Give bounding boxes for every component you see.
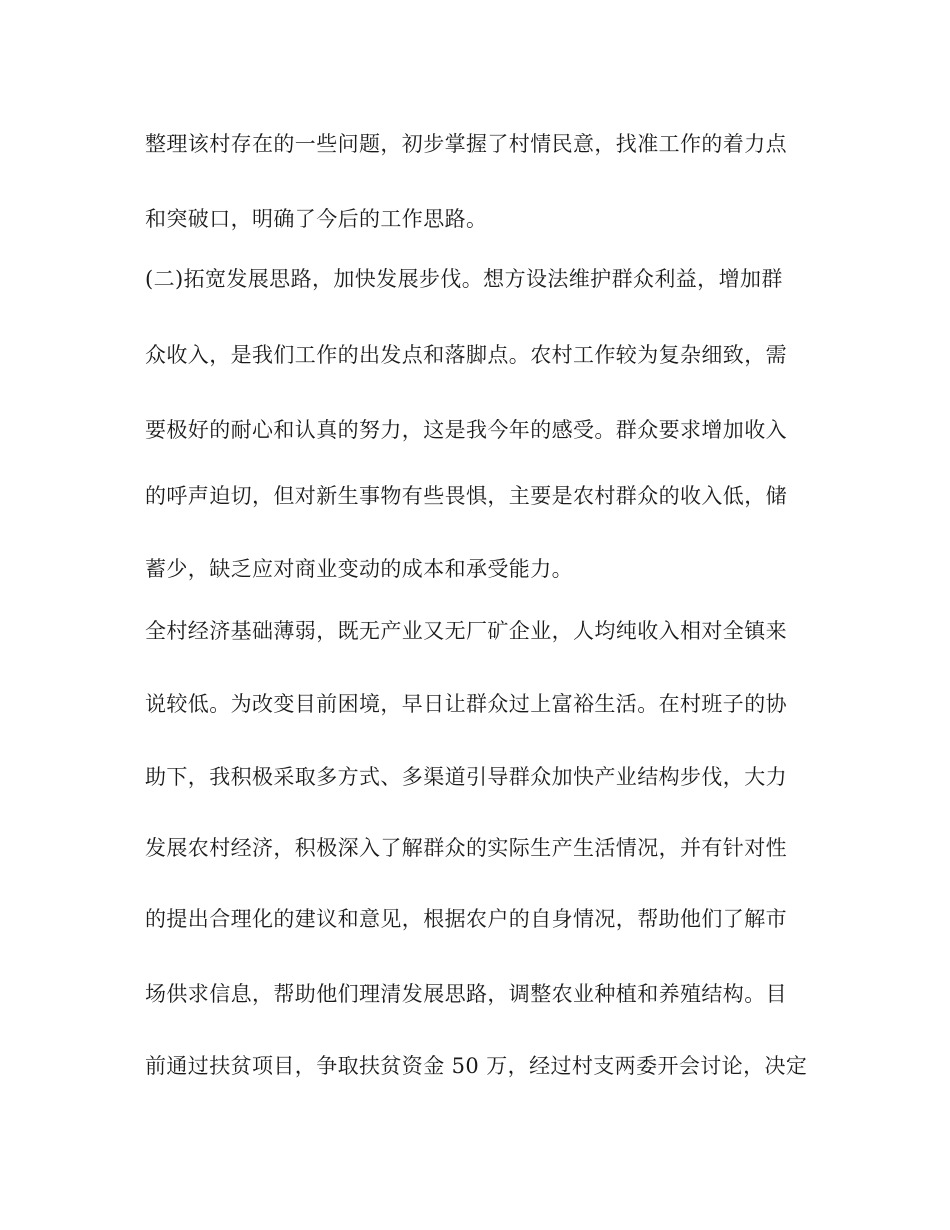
- text-line: 助下，我积极采取多方式、多渠道引导群众加快产业结构步伐，大力: [145, 765, 787, 789]
- text-line: 众收入，是我们工作的出发点和落脚点。农村工作较为复杂细致，需: [145, 343, 787, 367]
- text-line: (二)拓宽发展思路，加快发展步伐。想方设法维护群众利益，增加群: [145, 267, 783, 291]
- text-line: 要极好的耐心和认真的努力，这是我今年的感受。群众要求增加收入: [145, 418, 787, 442]
- text-line: 和突破口，明确了今后的工作思路。: [145, 207, 488, 231]
- text-line: 场供求信息，帮助他们理清发展思路，调整农业种植和养殖结构。目: [145, 982, 787, 1006]
- text-line: 蓄少，缺乏应对商业变动的成本和承受能力。: [145, 557, 573, 581]
- text-line: 前通过扶贫项目，争取扶贫资金 50 万，经过村支两委开会讨论，决定: [145, 1054, 808, 1078]
- text-line: 说较低。为改变目前困境，早日让群众过上富裕生活。在村班子的协: [145, 692, 787, 716]
- text-line: 整理该村存在的一些问题，初步掌握了村情民意，找准工作的着力点: [145, 132, 787, 156]
- text-line: 全村经济基础薄弱，既无产业又无厂矿企业，人均纯收入相对全镇来: [145, 619, 787, 643]
- text-line: 的提出合理化的建议和意见，根据农户的自身情况，帮助他们了解市: [145, 907, 787, 931]
- text-line: 发展农村经济，积极深入了解群众的实际生产生活情况，并有针对性: [145, 836, 787, 860]
- text-line: 的呼声迫切，但对新生事物有些畏惧，主要是农村群众的收入低，储: [145, 484, 787, 508]
